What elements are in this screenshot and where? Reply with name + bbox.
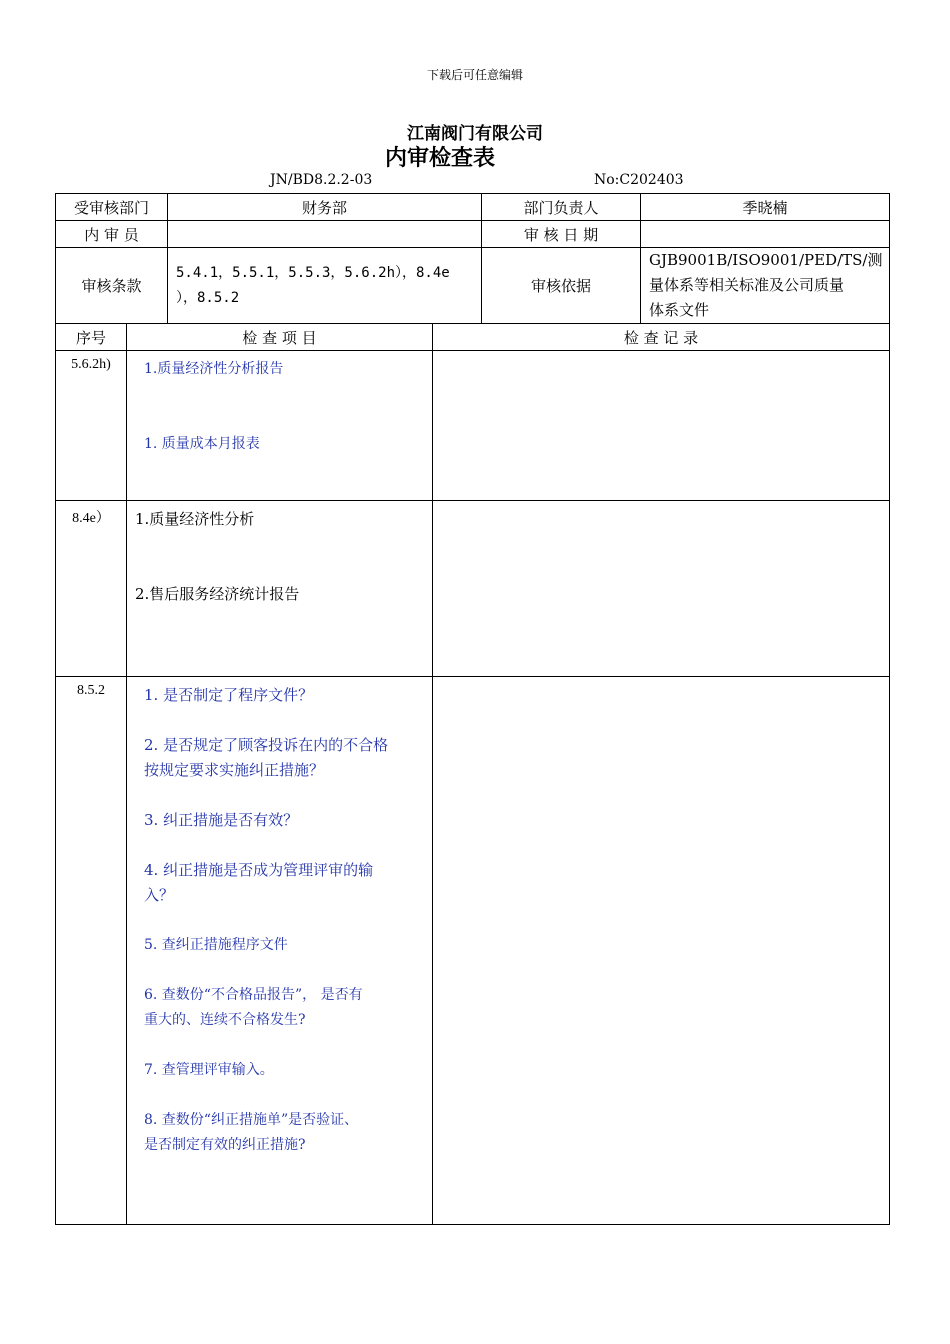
dept-value: 财务部 (168, 194, 482, 221)
check-item: 6. 查数份“不合格品报告”， 是否有 (144, 987, 363, 1003)
header-note: 下载后可任意编辑 (426, 68, 523, 82)
basis-value (641, 248, 890, 324)
check-item: 1.质量经济性分析 (135, 510, 255, 528)
row-record[interactable] (433, 351, 890, 501)
check-item: 重大的、连续不合格发生? (144, 1012, 306, 1028)
check-item: 是否制定有效的纠正措施? (144, 1137, 306, 1153)
clause-label: 审核条款 (56, 248, 168, 324)
check-item: 5. 查纠正措施程序文件 (144, 937, 288, 953)
check-item: 入？ (144, 886, 175, 904)
check-item: 4. 纠正措施是否成为管理评审的输 (144, 861, 374, 879)
row-seq: 5.6.2h) (56, 351, 127, 501)
clause-value (168, 248, 482, 324)
table-row (56, 677, 890, 1225)
basis-line-1: GJB9001B/ISO9001/PED/TS/测 (649, 251, 883, 269)
auditor-label: 内 审 员 (56, 221, 168, 248)
basis-line-2: 量体系等相关标准及公司质量 (649, 276, 845, 294)
check-item: 3. 纠正措施是否有效？ (144, 811, 299, 829)
check-item: 1.质量经济性分析报告 (144, 361, 284, 377)
dept-label: 受审核部门 (56, 194, 168, 221)
col-item-header: 检 查 项 目 (127, 324, 433, 351)
row-items (127, 677, 433, 1225)
head-label: 部门负责人 (482, 194, 641, 221)
document-code: JN/BD8.2.2-03 (270, 172, 373, 188)
company-name: 江南阀门有限公司 (407, 124, 543, 144)
row-seq: 8.5.2 (56, 677, 127, 1225)
table-row (56, 501, 890, 677)
date-value (641, 221, 890, 248)
check-item: 2.售后服务经济统计报告 (135, 585, 300, 603)
col-seq-header: 序号 (56, 324, 127, 351)
document-title: 内审检查表 (384, 145, 495, 171)
date-label: 审 核 日 期 (482, 221, 641, 248)
table-row (56, 351, 890, 501)
row-items (127, 501, 433, 677)
clause-line-2: ），8.5.2 (176, 289, 240, 306)
head-value: 季晓楠 (641, 194, 890, 221)
check-item: 7. 查管理评审输入。 (144, 1062, 274, 1078)
check-item: 1. 质量成本月报表 (144, 436, 260, 452)
row-seq: 8.4e） (56, 501, 127, 677)
row-record[interactable] (433, 501, 890, 677)
row-record[interactable] (433, 677, 890, 1225)
document-number: No:C202403 (594, 172, 684, 188)
info-table (55, 193, 890, 324)
row-items (127, 351, 433, 501)
basis-label: 审核依据 (482, 248, 641, 324)
auditor-value (168, 221, 482, 248)
col-record-header: 检 查 记 录 (433, 324, 890, 351)
check-item: 按规定要求实施纠正措施？ (144, 761, 325, 779)
basis-line-3: 体系文件 (649, 301, 710, 319)
check-item: 2. 是否规定了顾客投诉在内的不合格 (144, 736, 389, 754)
clause-line-1: 5.4.1，5.5.1，5.5.3，5.6.2h），8.4e (176, 264, 450, 281)
check-item: 1. 是否制定了程序文件？ (144, 686, 314, 704)
checklist-table (55, 323, 890, 1225)
check-item: 8. 查数份“纠正措施单”是否验证、 (144, 1112, 359, 1128)
